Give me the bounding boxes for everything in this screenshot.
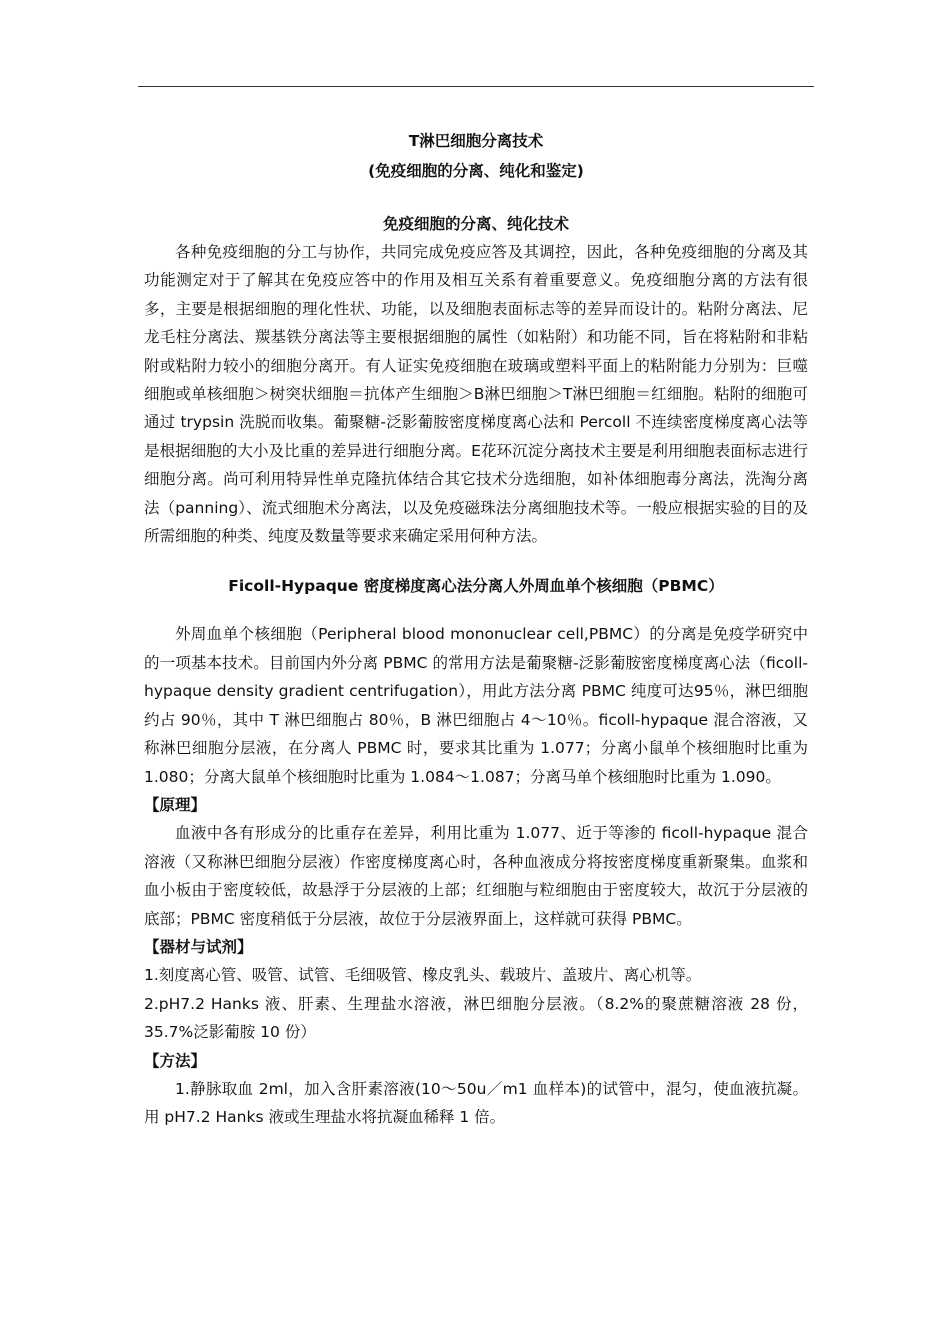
document-body (144, 126, 808, 1132)
materials-item: 1.刻度离心管、吸管、试管、毛细吸管、橡皮乳头、载玻片、盖玻片、离心机等。 (144, 966, 702, 985)
document-subtitle: (免疫细胞的分离、纯化和鉴定) (368, 162, 584, 180)
section-heading-ficoll: Ficoll-Hypaque 密度梯度离心法分离人外周血单个核细胞（PBMC） (228, 577, 724, 596)
materials-label: 【器材与试剂】 (144, 937, 253, 956)
methods-step: 1.静脉取血 2ml，加入含肝素溶液(10～50u／m1 血样本)的试管中，混匀，使血液抗凝。用 pH7.2 Hanks 液或生理盐水将抗凝血稀释 1 倍。 (144, 1079, 808, 1127)
principle-label: 【原理】 (144, 795, 207, 814)
principle-paragraph: 血液中各有形成分的比重存在差异，利用比重为 1.077、近于等渗的 ficoll-hypaque 混合溶液（又称淋巴细胞分层液）作密度梯度离心时，各种血液成分将按密度梯度重新聚集。血浆和血小板由于密度较低，故悬浮于分层液的上部；红细胞与粒细胞由于密度较大，故沉于分层液的底部；PBMC 密度稍低于分层液，故位于分层液界面上，这样就可获得 PBMC。 (144, 824, 808, 928)
pbmc-intro-paragraph: 外周血单个核细胞（Peripheral blood mononuclear cell,PBMC）的分离是免疫学研究中的一项基本技术。目前国内外分离 PBMC 的常用方法是葡聚糖-泛影葡胺密度梯度离心法（ficoll-hypaque density gradient centrifugation），用此方法分离 PBMC 纯度可达95％，淋巴细胞约占 90％，其中 T 淋巴细胞占 80％，B 淋巴细胞占 4～10％。ficoll-hypaque 混合溶液，又称淋巴细胞分层液，在分离人 PBMC 时，要求其比重为 1.077；分离小鼠单个核细胞时比重为 1.080；分离大鼠单个核细胞时比重为 1.084～1.087；分离马单个核细胞时比重为 1.090。 (144, 625, 808, 786)
document-title: T淋巴细胞分离技术 (408, 132, 544, 150)
section-paragraph-purification: 各种免疫细胞的分工与协作，共同完成免疫应答及其调控，因此，各种免疫细胞的分离及其功能测定对于了解其在免疫应答中的作用及相互关系有着重要意义。免疫细胞分离的方法有很多，主要是根据细胞的理化性状、功能，以及细胞表面标志等的差异而设计的。粘附分离法、尼龙毛柱分离法、羰基铁分离法等主要根据细胞的属性（如粘附）和功能不同，旨在将粘附和非粘附或粘附力较小的细胞分离开。有人证实免疫细胞在玻璃或塑料平面上的粘附能力分别为：巨噬细胞或单核细胞＞树突状细胞＝抗体产生细胞＞B淋巴细胞＞T淋巴细胞＝红细胞。粘附的细胞可通过 trypsin 洗脱而收集。葡聚糖-泛影葡胺密度梯度离心法和 Percoll 不连续密度梯度离心法等是根据细胞的大小及比重的差异进行细胞分离。E花环沉淀分离技术主要是利用细胞表面标志进行细胞分离。尚可利用特异性单克隆抗体结合其它技术分选细胞，如补体细胞毒分离法，洗淘分离法（panning）、流式细胞术分离法，以及免疫磁珠法分离细胞技术等。一般应根据实验的目的及所需细胞的种类、纯度及数量等要求来确定采用何种方法。 (144, 243, 808, 546)
materials-item: 2.pH7.2 Hanks 液、肝素、生理盐水溶液，淋巴细胞分层液。（8.2%的聚蔗糖溶液 28 份，35.7%泛影葡胺 10 份） (144, 994, 808, 1042)
header-divider (138, 86, 814, 87)
methods-label: 【方法】 (144, 1051, 207, 1070)
title-block (144, 126, 808, 186)
section-heading-purification: 免疫细胞的分离、纯化技术 (382, 215, 569, 233)
